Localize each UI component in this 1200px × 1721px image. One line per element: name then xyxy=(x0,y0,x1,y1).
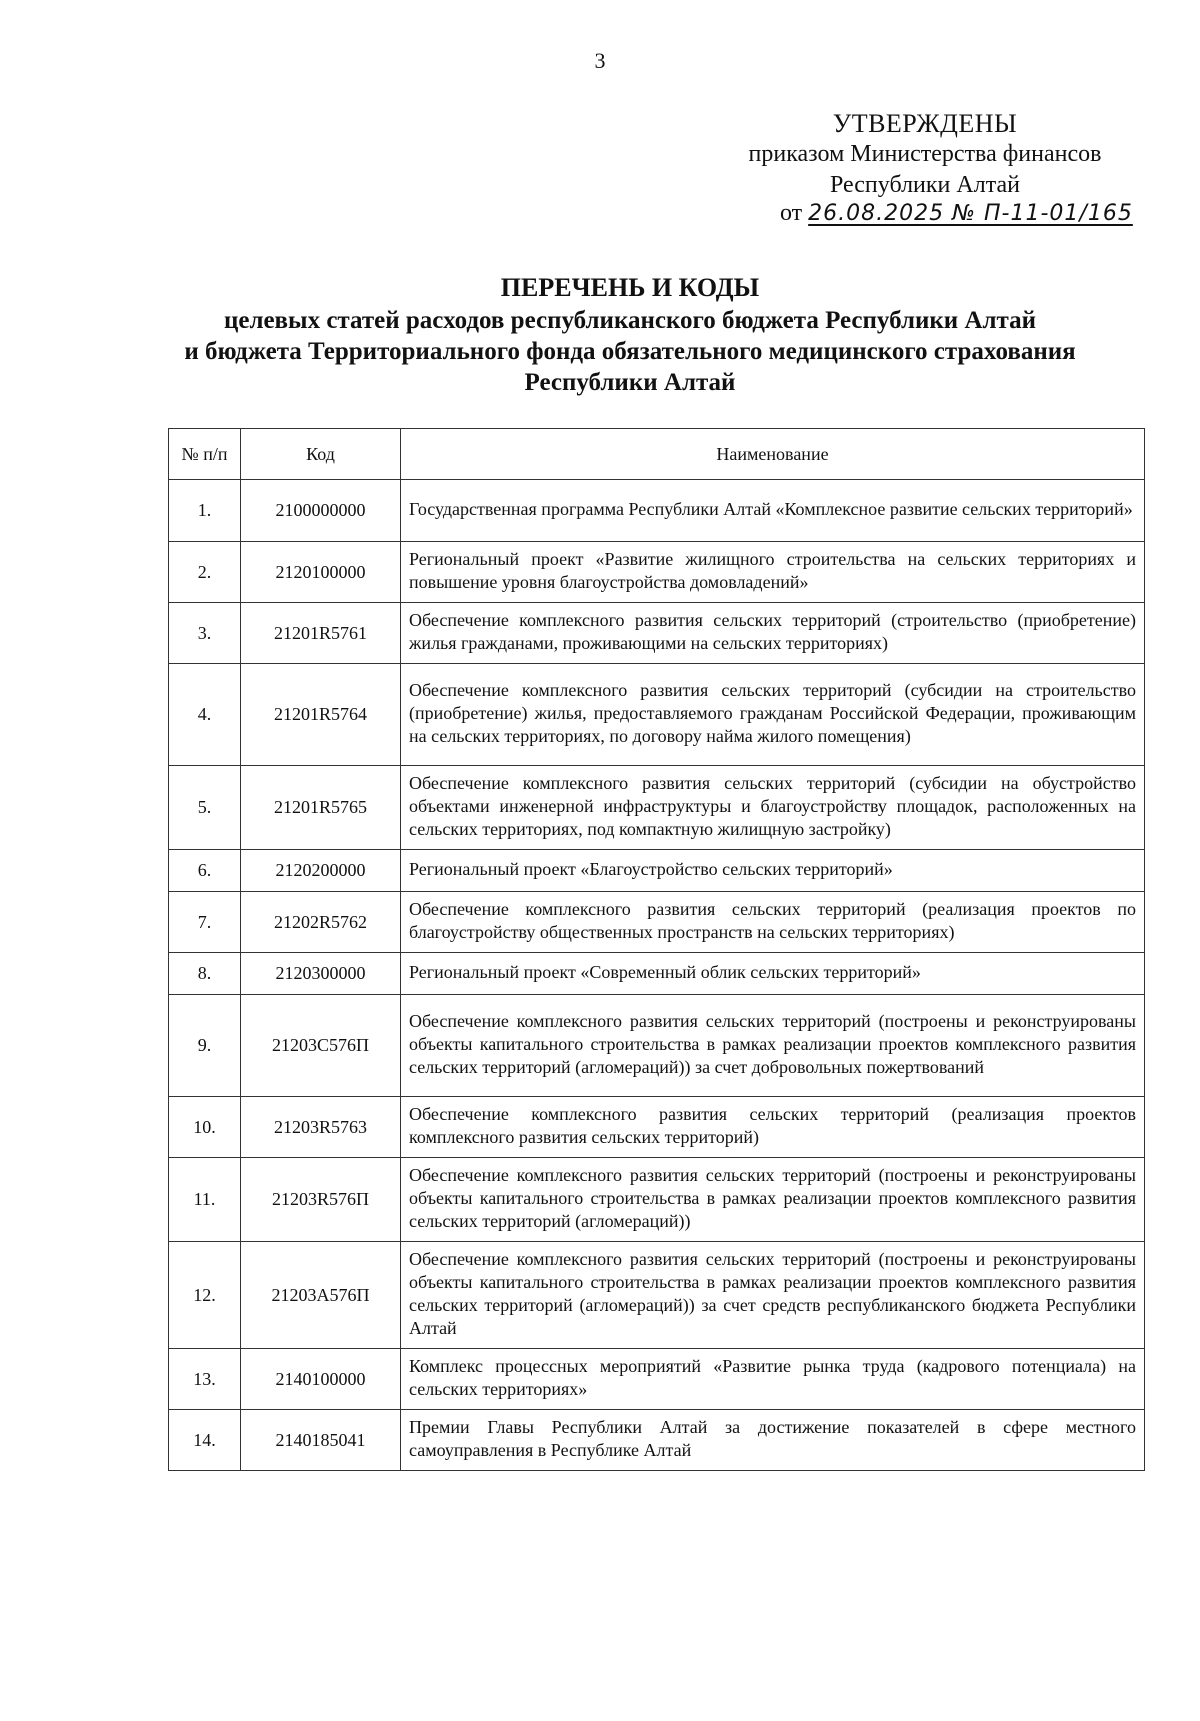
row-number: 8. xyxy=(169,953,241,995)
row-name: Обеспечение комплексного развития сельских территорий (субсидии на строительство (приобретение) жилья, предоставляемого гражданам Российской Федерации, проживающим на сельских территориях, по договору найма жилого помещения) xyxy=(401,664,1145,766)
row-number: 13. xyxy=(169,1349,241,1410)
row-code: 21201R5761 xyxy=(241,603,401,664)
row-number: 2. xyxy=(169,542,241,603)
row-code: 2120300000 xyxy=(241,953,401,995)
approval-line-2: Республики Алтай xyxy=(830,172,1020,198)
date-prefix: от xyxy=(780,200,803,226)
table-row xyxy=(169,1242,1145,1349)
row-number: 10. xyxy=(169,1097,241,1158)
table-row xyxy=(169,766,1145,850)
row-name: Обеспечение комплексного развития сельских территорий (субсидии на обустройство объектами инженерной инфраструктуры и благоустройству площадок, расположенных на сельских территориях, под компактную жилищную застройку) xyxy=(401,766,1145,850)
row-number: 12. xyxy=(169,1242,241,1349)
table-row xyxy=(169,995,1145,1097)
codes-table xyxy=(168,428,1145,1471)
header-code: Код xyxy=(241,429,401,480)
row-name: Премии Главы Республики Алтай за достижение показателей в сфере местного самоуправления в Республике Алтай xyxy=(401,1410,1145,1471)
title-main: ПЕРЕЧЕНЬ И КОДЫ xyxy=(500,273,760,302)
table-row xyxy=(169,1410,1145,1471)
row-code: 21201R5764 xyxy=(241,664,401,766)
table-row xyxy=(169,480,1145,542)
row-number: 5. xyxy=(169,766,241,850)
row-code: 2120200000 xyxy=(241,850,401,892)
row-number: 11. xyxy=(169,1158,241,1242)
table-row xyxy=(169,603,1145,664)
row-code: 2140185041 xyxy=(241,1410,401,1471)
header-number: № п/п xyxy=(169,429,241,480)
row-code: 2100000000 xyxy=(241,480,401,542)
table-header-row xyxy=(169,429,1145,480)
row-number: 1. xyxy=(169,480,241,542)
approval-heading: УТВЕРЖДЕНЫ xyxy=(832,109,1018,138)
row-number: 9. xyxy=(169,995,241,1097)
row-number: 14. xyxy=(169,1410,241,1471)
table-row xyxy=(169,953,1145,995)
row-name: Обеспечение комплексного развития сельских территорий (строительство (приобретение) жилья гражданами, проживающими на сельских территориях) xyxy=(401,603,1145,664)
row-number: 6. xyxy=(169,850,241,892)
row-code: 21202R5762 xyxy=(241,892,401,953)
table-row xyxy=(169,892,1145,953)
handwritten-date-number: 26.08.2025 № П-11-01/165 xyxy=(808,201,1133,226)
row-name: Обеспечение комплексного развития сельских территорий (реализация проектов комплексного развития сельских территорий) xyxy=(401,1097,1145,1158)
row-number: 3. xyxy=(169,603,241,664)
row-code: 21203A576П xyxy=(241,1242,401,1349)
table-row xyxy=(169,1349,1145,1410)
row-name: Обеспечение комплексного развития сельских территорий (построены и реконструированы объекты капитального строительства в рамках реализации проектов комплексного развития сельских территорий (агломераций)) xyxy=(401,1158,1145,1242)
title-line-1: целевых статей расходов республиканского бюджета Республики Алтай xyxy=(223,307,1037,334)
table-row xyxy=(169,850,1145,892)
title-line-2: и бюджета Территориального фонда обязательного медицинского страхования xyxy=(184,338,1076,365)
row-name: Региональный проект «Современный облик сельских территорий» xyxy=(401,953,1145,995)
table-row xyxy=(169,1097,1145,1158)
header-name: Наименование xyxy=(401,429,1145,480)
row-name: Региональный проект «Благоустройство сельских территорий» xyxy=(401,850,1145,892)
approval-date-line xyxy=(780,200,1180,227)
row-code: 2140100000 xyxy=(241,1349,401,1410)
approval-stamp xyxy=(700,108,1150,201)
table-row xyxy=(169,542,1145,603)
row-name: Комплекс процессных мероприятий «Развитие рынка труда (кадрового потенциала) на сельских территориях» xyxy=(401,1349,1145,1410)
row-name: Обеспечение комплексного развития сельских территорий (построены и реконструированы объекты капитального строительства в рамках реализации проектов комплексного развития сельских территорий (агломераций)) за счет средств республиканского бюджета Республики Алтай xyxy=(401,1242,1145,1349)
row-code: 21203R576П xyxy=(241,1158,401,1242)
page-number: 3 xyxy=(594,48,606,73)
row-code: 21201R5765 xyxy=(241,766,401,850)
document-title xyxy=(140,272,1120,398)
row-number: 4. xyxy=(169,664,241,766)
row-code: 21203R5763 xyxy=(241,1097,401,1158)
row-code: 2120100000 xyxy=(241,542,401,603)
row-code: 21203C576П xyxy=(241,995,401,1097)
row-name: Обеспечение комплексного развития сельских территорий (построены и реконструированы объекты капитального строительства в рамках реализации проектов комплексного развития сельских территорий (агломераций)) за счет добровольных пожертвований xyxy=(401,995,1145,1097)
row-name: Обеспечение комплексного развития сельских территорий (реализация проектов по благоустройству общественных пространств на сельских территориях) xyxy=(401,892,1145,953)
title-line-3: Республики Алтай xyxy=(524,369,736,396)
row-name: Региональный проект «Развитие жилищного строительства на сельских территориях и повышение уровня благоустройства домовладений» xyxy=(401,542,1145,603)
row-name: Государственная программа Республики Алтай «Комплексное развитие сельских территорий» xyxy=(401,480,1145,542)
table-row xyxy=(169,664,1145,766)
approval-line-1: приказом Министерства финансов xyxy=(748,141,1102,167)
row-number: 7. xyxy=(169,892,241,953)
table-row xyxy=(169,1158,1145,1242)
